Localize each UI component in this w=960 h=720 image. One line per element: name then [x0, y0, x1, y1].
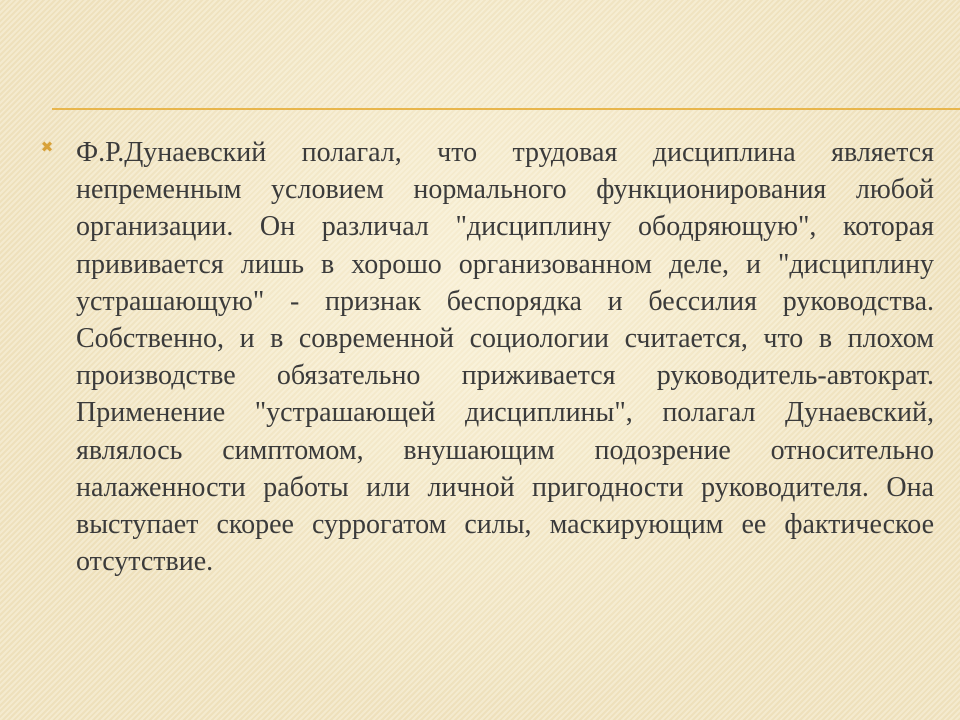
body-paragraph: Ф.Р.Дунаевский полагал, что трудовая дисциплина является непременным условием нормального функционирования любой организации. Он различал "дисциплину ободряющую", которая прививается лишь в хорошо организованном деле, и "дисциплину устрашающую" - признак беспорядка и бессилия руководства. Собственно, и в современной социологии считается, что в плохом производстве обязательно приживается руководитель-автократ. Применение "устрашающей дисциплины", полагал Дунаевский, являлось симптомом, внушающим подозрение относительно налаженности работы или личной пригодности руководителя. Она выступает скорее суррогатом силы, маскирующим ее фактическое отсутствие. — [76, 137, 934, 578]
title-divider-line — [52, 108, 960, 110]
x-bullet-icon: ✖ — [40, 138, 54, 156]
